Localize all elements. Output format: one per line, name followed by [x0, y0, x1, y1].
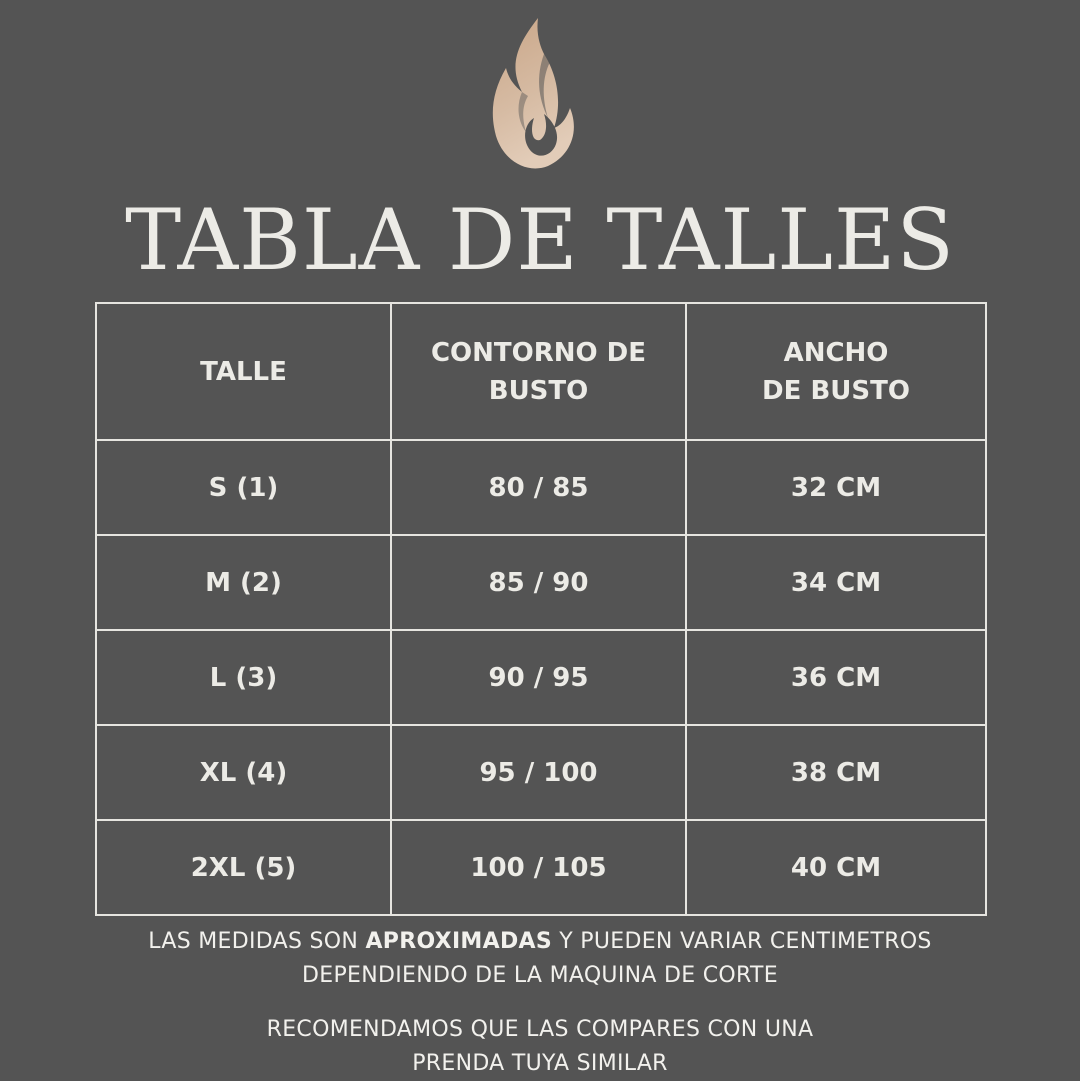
table-row — [96, 440, 986, 535]
cell-contorno: 95 / 100 — [391, 725, 686, 820]
cell-ancho: 40 CM — [686, 820, 986, 915]
measurement-disclaimer — [0, 925, 1080, 993]
recommendation-line-2: PRENDA TUYA SIMILAR — [412, 1051, 668, 1076]
cell-ancho: 38 CM — [686, 725, 986, 820]
header-contorno-de-busto — [391, 303, 686, 440]
disclaimer-text-start: LAS MEDIDAS SON — [148, 929, 366, 954]
header-contorno-line-1: CONTORNO DE — [430, 337, 647, 368]
cell-ancho: 34 CM — [686, 535, 986, 630]
table-row — [96, 535, 986, 630]
cell-talle: S (1) — [96, 440, 391, 535]
table-row — [96, 725, 986, 820]
header-ancho-de-busto — [686, 303, 986, 440]
flame-logo-icon — [488, 14, 584, 176]
cell-talle: M (2) — [96, 535, 391, 630]
disclaimer-emphasis: APROXIMADAS — [365, 929, 552, 954]
page-title: TABLA DE TALLES — [125, 191, 955, 289]
cell-talle: XL (4) — [96, 725, 391, 820]
recommendation-line-1: RECOMENDAMOS QUE LAS COMPARES CON UNA — [266, 1017, 814, 1042]
cell-ancho: 32 CM — [686, 440, 986, 535]
disclaimer-line-2: DEPENDIENDO DE LA MAQUINA DE CORTE — [302, 963, 778, 988]
cell-talle: L (3) — [96, 630, 391, 725]
comparison-recommendation — [0, 1013, 1080, 1081]
table-row — [96, 630, 986, 725]
header-talle — [96, 303, 391, 440]
header-ancho-line-2: DE BUSTO — [762, 375, 910, 406]
header-ancho-line-1: ANCHO — [783, 337, 889, 368]
cell-contorno: 80 / 85 — [391, 440, 686, 535]
disclaimer-line-1 — [0, 925, 1080, 959]
header-talle-line-1: TALLE — [200, 356, 287, 387]
cell-contorno: 85 / 90 — [391, 535, 686, 630]
cell-contorno: 90 / 95 — [391, 630, 686, 725]
table-row — [96, 820, 986, 915]
cell-ancho: 36 CM — [686, 630, 986, 725]
cell-contorno: 100 / 105 — [391, 820, 686, 915]
disclaimer-text-end: Y PUEDEN VARIAR CENTIMETROS — [551, 929, 932, 954]
cell-talle: 2XL (5) — [96, 820, 391, 915]
table-header-row — [96, 303, 986, 440]
size-table — [95, 302, 987, 916]
header-contorno-line-2: BUSTO — [488, 375, 589, 406]
